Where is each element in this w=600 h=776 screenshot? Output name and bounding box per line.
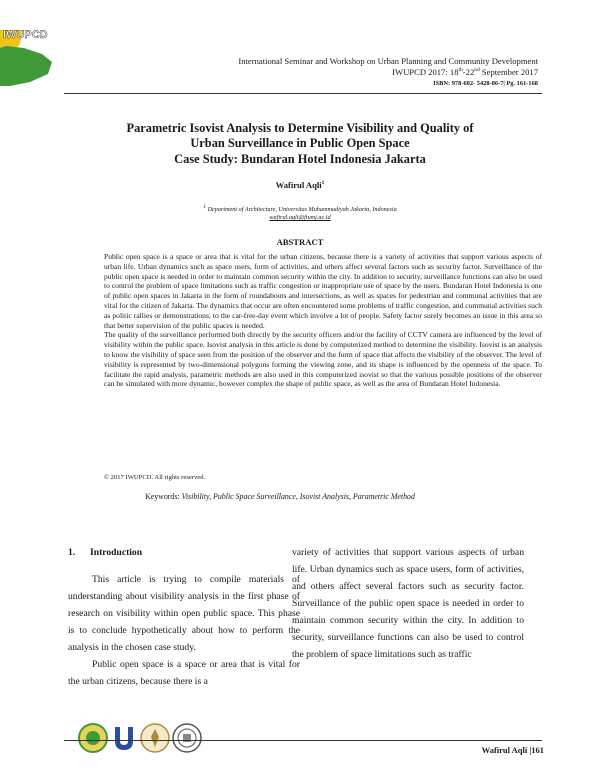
date-sup-start: th [458, 67, 463, 74]
seal-u-logo-icon [110, 723, 138, 753]
date-end: September 2017 [479, 67, 538, 77]
affiliation-text: Department of Architecture, Universitas Muhammadiyah Jakarta, Indonesia [207, 206, 397, 213]
logo-text: IWUPCD [3, 29, 48, 41]
author-name [0, 180, 600, 190]
seal-badge-icon [172, 723, 202, 753]
abstract-heading: ABSTRACT [276, 237, 324, 247]
title-line: Case Study: Bundaran Hotel Indonesia Jakarta [174, 151, 426, 166]
seal-emblem-icon [140, 723, 170, 753]
author-sup: 1 [321, 180, 325, 187]
footer-page-number: Wafirul Aqli |161 [481, 745, 544, 755]
iwupcd-logo [0, 0, 72, 86]
keywords-list: Visibility, Public Space Surveillance, Isovist Analysis, Parametric Method [181, 492, 415, 501]
affil-sup: 1 [203, 203, 207, 210]
seal-green-icon [78, 723, 108, 753]
section-heading [68, 544, 300, 561]
right-column [292, 544, 524, 663]
title-line: Parametric Isovist Analysis to Determine Visibility and Quality of [126, 121, 474, 135]
title-line: Urban Surveillance in Public Open Space [190, 136, 410, 151]
isbn-pages: ISBN: 978-602- 5428-06-7| Pg. 161-168 [433, 80, 538, 87]
affiliation [0, 203, 600, 222]
footer-divider [64, 740, 542, 741]
date-sup-end: nd [474, 67, 480, 74]
body-paragraph: variety of activities that support various aspects of urban life. Urban dynamics such as space users, form of activities, and others affect several factors such as security factor. Surveillance of the public open space is needed in order to maintain common security within the city. In addition to security, surveillance functions can also be used to control the problem of space limitations such as traffic [292, 547, 524, 660]
section-title: Introduction [90, 547, 143, 558]
copyright-notice: © 2017 IWUPCD. All rights reserved. [104, 474, 206, 481]
logo-green-shape [0, 46, 52, 86]
conference-header [238, 56, 538, 89]
abstract-paragraph: The quality of the surveillance performed both directly by the security officers and/or the facility of CCTV camera are influenced by the level of visibility within the public space. Isovist analysis in this article is done by computerized method to determine the visibility. Isovist is an analysis to know the visibility of space seen from the position of the observer and the form of space that affects the visibility of the observer. The level of visibility is represented by two-dimensional polygons forming the viewing zone, and its shape is influenced by the openness of the space. To facilitate the rapid analysis, parametric methods are also used in this computerized isovist so that the various possible positions of the observer can be simulated with more dynamic, however complex the shape of public space, as well as the area of Bundaran Hotel Indonesia. [104, 330, 542, 389]
conf-short: IWUPCD 2017: 18 [392, 67, 459, 77]
left-column [68, 544, 300, 690]
section-number: 1. [68, 547, 76, 558]
body-paragraph: This article is trying to compile materials of understanding about visibility analysis in the first phase of research on visibility within open public space. This phase is to conclude hypothetically about how to perform the analysis in the chosen case study. [68, 574, 300, 653]
author-email-link[interactable]: wafirul.aqli@ftumj.ac.id [269, 214, 331, 221]
abstract-body [104, 252, 542, 389]
header-divider [64, 93, 542, 94]
keywords-line [145, 492, 415, 501]
keywords-label: Keywords: [145, 492, 180, 501]
paper-title [60, 121, 540, 167]
conference-name: International Seminar and Workshop on Urban Planning and Community Development [238, 56, 538, 66]
conference-date [238, 67, 538, 78]
institution-seals [78, 716, 202, 760]
author-text: Wafirul Aqli [275, 180, 322, 190]
body-paragraph: Public open space is a space or area that is vital for the urban citizens, because there is a [68, 659, 300, 687]
date-mid: -22 [462, 67, 475, 77]
abstract-paragraph: Public open space is a space or area that is vital for the urban citizens, because there is a variety of activities that support various aspects of urban life. Urban dynamics such as space users, form of activities, and others affect several factors such as security factor. Surveillance of the public open space is needed in order to maintain common security within the city. In addition to security, surveillance functions can also be used to control the problem of space limitations such as traffic congestion or inappropriate use of space by the users. Bundaran Hotel Indonesia is one of public open spaces in Jakarta in the form of roundabouts and intersections, as well as spaces for pedestrian and communal activities that are vital for the citizen of Jakarta. The dynamics that occur are often encountered some problems of traffic congestion, and communal activities such as politic rallies or demonstrations, to the car-free-day event which involve a lot of people. Safety factor surely becomes an issue in this area so that better supervision of the public spaces is needed. [104, 252, 542, 330]
